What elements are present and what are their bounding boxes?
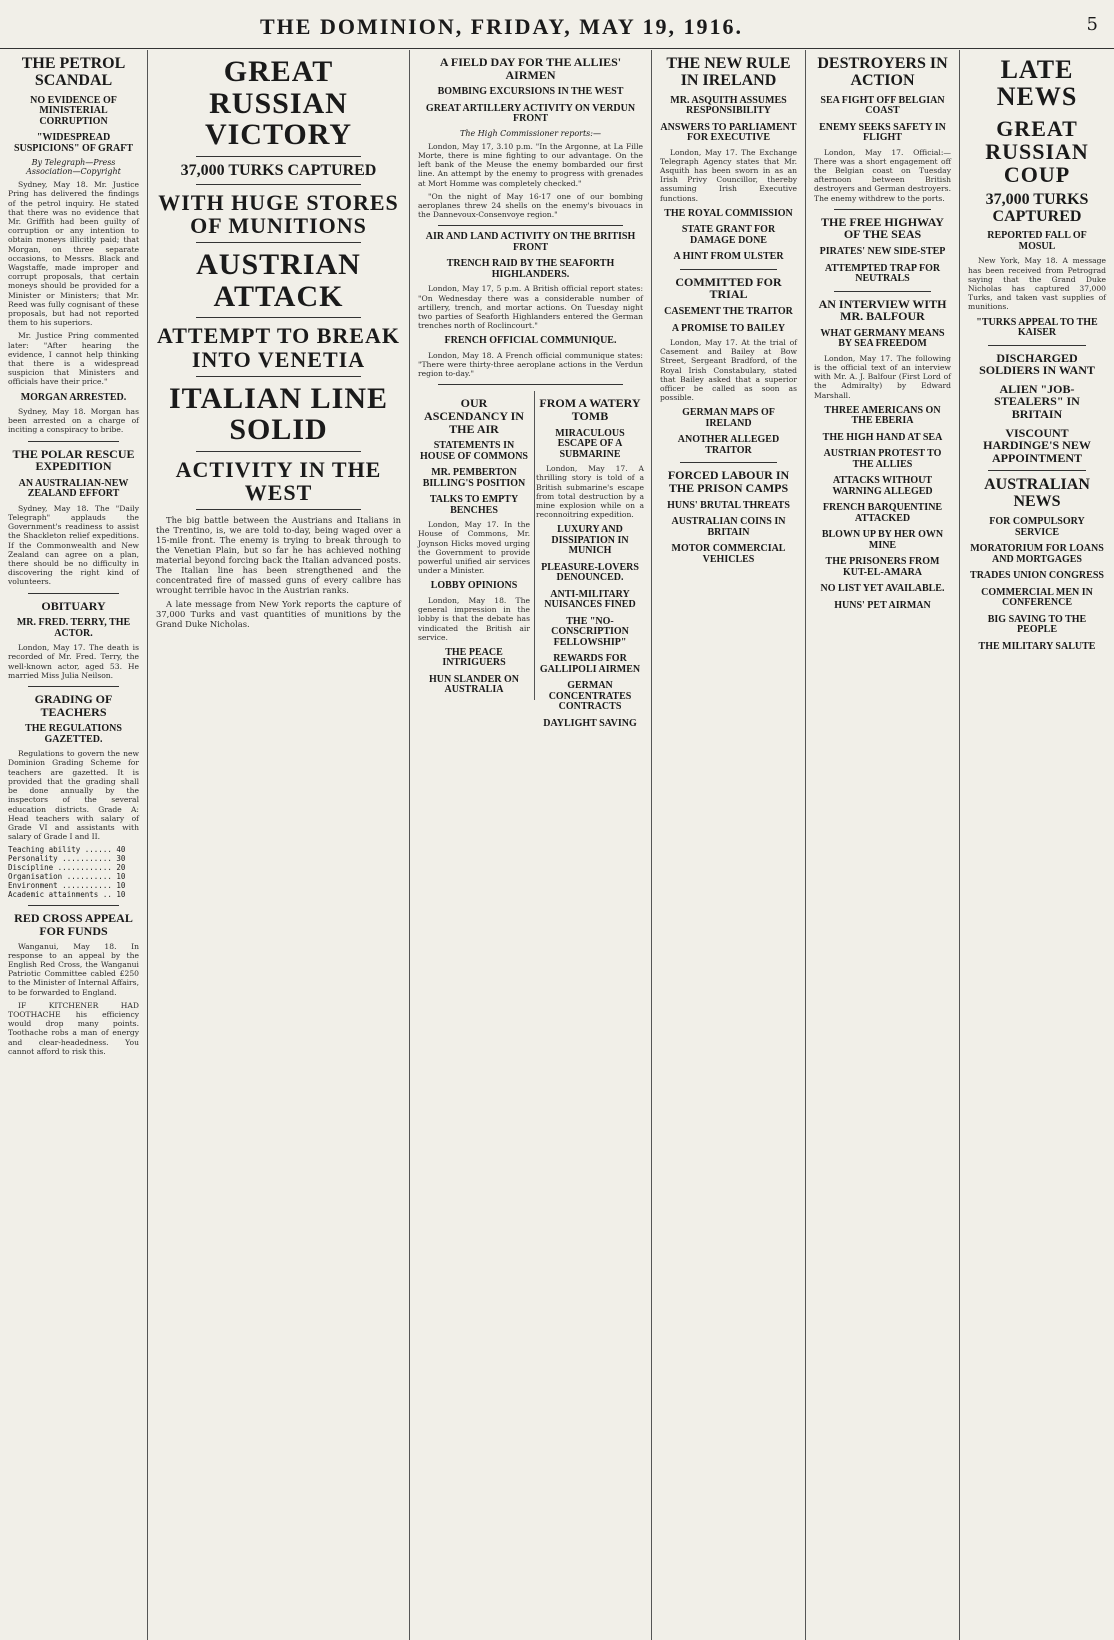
subhead: GERMAN MAPS OF IRELAND (682, 407, 775, 429)
subhead: STATE GRANT FOR DAMAGE DONE (681, 224, 776, 246)
subhead: MOTOR COMMERCIAL VEHICLES (671, 543, 786, 565)
subhead: REPORTED FALL OF MOSUL (987, 230, 1087, 252)
subhead: ATTEMPTED TRAP FOR NEUTRALS (824, 262, 941, 284)
column-5 (806, 50, 960, 1640)
subhead: BIG SAVING TO THE PEOPLE (987, 613, 1087, 636)
subhead: LUXURY AND DISSIPATION IN MUNICH (551, 524, 629, 557)
headline: A FIELD DAY FOR THE ALLIES' AIRMEN (439, 55, 622, 82)
subhead: THE PEACE INTRIGUERS (442, 646, 506, 669)
headline-italian-line-solid: ITALIAN LINE SOLID (169, 381, 388, 447)
headline: THE FREE HIGHWAY OF THE SEAS (821, 214, 944, 242)
column-3b (536, 391, 644, 733)
subhead: COMMERCIAL MEN IN CONFERENCE (981, 586, 1093, 609)
column-6 (960, 50, 1114, 1640)
subhead: MR. ASQUITH ASSUMES RESPONSIBILITY (670, 94, 787, 117)
subhead: THE "NO-CONSCRIPTION FELLOWSHIP" (551, 615, 629, 648)
grading-table: Teaching ability ...... 40 Personality ........... 30 Discipline ............ 20 Organisation .......... 10 Environment ........... 10 Academic attainments .. 10 (8, 845, 126, 900)
headline: VISCOUNT HARDINGE'S NEW APPOINTMENT (983, 425, 1091, 465)
subhead: TRENCH RAID BY THE SEAFORTH HIGHLANDERS. (446, 258, 615, 280)
headline: ALIEN "JOB-STEALERS" IN BRITAIN (994, 381, 1080, 422)
subhead: TALKS TO EMPTY BENCHES (429, 494, 519, 516)
subhead: WITH HUGE STORES OF MUNITIONS (158, 190, 399, 239)
subhead: GREAT ARTILLERY ACTIVITY ON VERDUN FRONT (425, 102, 636, 125)
masthead-title: THE DOMINION, FRIDAY, MAY 19, 1916. (260, 14, 743, 39)
subhead: ACTIVITY IN THE WEST (175, 456, 382, 505)
paragraph: London, May 17. The Exchange Telegraph Agency states that Mr. Asquith has been sworn in as an Irish Privy Councillor, thereby assuming Irish Executive functions. (660, 147, 797, 203)
subhead: PIRATES' NEW SIDE-STEP (819, 246, 946, 257)
paragraph: Sydney, May 18. Morgan has been arrested on a charge of inciting a conspiracy to bribe. (8, 407, 139, 435)
headline-great-russian-victory: GREAT RUSSIAN VICTORY (204, 55, 353, 151)
subhead: 37,000 TURKS CAPTURED (985, 190, 1089, 225)
column-3a (418, 391, 535, 700)
paragraph: London, May 17. A thrilling story is told of a British submarine's escape from total destruction by a mine explosion while on a reconnoitring expedition. (536, 464, 644, 520)
paragraph: London, May 17, 5 p.m. A British official report states: "On Wednesday there was a considerable number of artillery, trench, and mortar actions. On Tuesday night two parties of Seaforth Highlanders entered the German trenches north of Roclincourt." (418, 284, 643, 331)
subhead: FOR COMPULSORY SERVICE (989, 516, 1085, 538)
headline: RED CROSS APPEAL FOR FUNDS (14, 911, 133, 938)
headline: GREAT RUSSIAN COUP (985, 115, 1089, 187)
paragraph: "On the night of May 16-17 one of our bombing aeroplanes threw 24 shells on the enemy's bivouacs in the Dannevoux-Consenvoye region." (418, 191, 643, 220)
column-2 (148, 50, 410, 1640)
headline: GRADING OF TEACHERS (34, 692, 113, 719)
subhead: "TURKS APPEAL TO THE KAISER (976, 316, 1098, 339)
paragraph: Wanganui, May 18. In response to an appeal by the English Red Cross, the Wanganui Patriotic Committee cabled £250 to the Minister of Internal Affairs, to be forwarded to England. (8, 941, 139, 997)
headline: DESTROYERS IN ACTION (817, 55, 948, 89)
subhead: DAYLIGHT SAVING (543, 717, 637, 729)
subhead: THE ROYAL COMMISSION (664, 207, 793, 219)
subhead: MORATORIUM FOR LOANS AND MORTGAGES (970, 543, 1104, 565)
subhead: BLOWN UP BY HER OWN MINE (821, 529, 944, 551)
paragraph: London, May 17. In the House of Commons, Mr. Joynson Hicks moved urging the Government to provide powerful unified air services under a Minister. (418, 520, 530, 576)
column-3 (410, 50, 652, 1640)
paragraph: London, May 18. A French official communique states: "There were thirty-three aeroplane actions in the Verdun region to-day." (418, 350, 643, 379)
advertisement: IF KITCHENER HAD TOOTHACHE his efficiency would drop many points. Toothache robs a man of energy and clear-headedness. You cannot afford to risk this. (8, 1000, 139, 1056)
subhead: "WIDESPREAD SUSPICIONS" OF GRAFT (13, 132, 134, 154)
subhead: LOBBY OPINIONS (430, 580, 518, 592)
paragraph: Regulations to govern the new Dominion Grading Scheme for teachers are gazetted. It is provided that the grading shall be done annually by the inspectors of the several education districts. Grade A: Head teachers with salary of Grade VI and assistants with salary of Grade I and II. (8, 749, 139, 842)
headline: THE NEW RULE IN IRELAND (666, 55, 791, 89)
headline-petrol-scandal: THE PETROL SCANDAL (21, 55, 126, 89)
subhead: THE REGULATIONS GAZETTED. (25, 723, 122, 745)
paragraph: London, May 17, 3.10 p.m. "In the Argonne, at La Fille Morte, there is mine fighting to our advantage. On the left bank of the Meuse the enemy bombarded our first line. An attempt by the enemy to progress with grenades at Mort Homme was completely checked." (418, 141, 643, 188)
subhead: AUSTRIAN PROTEST TO THE ALLIES (823, 448, 942, 470)
subhead: THE HIGH HAND AT SEA (822, 431, 943, 443)
subhead: WHAT GERMANY MEANS BY SEA FREEDOM (820, 327, 945, 350)
subhead: FRENCH OFFICIAL COMMUNIQUE. (444, 335, 617, 347)
subhead: ANTI-MILITARY NUISANCES FINED (544, 588, 636, 611)
split-columns (418, 391, 643, 1491)
headline-austrian-attack: AUSTRIAN ATTACK (196, 248, 361, 313)
headline: THE POLAR RESCUE EXPEDITION (12, 446, 135, 474)
paragraph: New York, May 18. A message has been received from Petrograd saying that the Grand Duke Nicholas has captured 37,000 Turks, and taken vast supplies of munitions. (968, 256, 1106, 312)
subhead: A PROMISE TO BAILEY (671, 322, 786, 334)
headline: OUR ASCENDANCY IN THE AIR (424, 396, 524, 436)
subhead: SEA FIGHT OFF BELGIAN COAST (820, 94, 945, 117)
subhead: ANSWERS TO PARLIAMENT FOR EXECUTIVE (660, 121, 797, 144)
byline: By Telegraph—Press Association—Copyright (26, 158, 121, 177)
paragraph: London, May 17. The following is the official text of an interview with Mr. A. J. Balfour (First Lord of the Admiralty) by Edward Marshall. (814, 353, 951, 400)
subhead: MR. PEMBERTON BILLING'S POSITION (422, 467, 526, 489)
subhead: MR. FRED. TERRY, THE ACTOR. (16, 617, 131, 639)
paragraph: London, May 18. The general impression in the lobby is that the debate has vindicated the British air service. (418, 595, 530, 642)
subhead: NO LIST YET AVAILABLE. (820, 583, 945, 595)
page-number: 5 (1086, 14, 1098, 35)
headline: AN INTERVIEW WITH MR. BALFOUR (818, 296, 947, 324)
masthead (0, 0, 1114, 49)
column-1 (0, 50, 148, 1640)
subhead: HUNS' PET AIRMAN (834, 599, 931, 611)
subhead: THE PRISONERS FROM KUT-EL-AMARA (825, 556, 940, 578)
subhead: PLEASURE-LOVERS DENOUNCED. (541, 561, 639, 584)
subhead: ANOTHER ALLEGED TRAITOR (677, 434, 780, 456)
headline: COMMITTED FOR TRIAL (675, 274, 782, 302)
article-body: Sydney, May 18. Mr. Justice Pring has delivered the findings of the petrol inquiry. He stated that there was no evidence that Mr. Griffith had been guilty of corruption or any intention to obtain moneys illicitly paid; that Morgan, on three separate occasions, to Messrs. Black and Wagstaffe, made improper and corrupt proposals, that certain moneys should be provided for a Minister or Ministers; that Mr. Reed was fully cognisant of these proposals, but had not reported them to his superiors. Mr. Justice Pring commented later: "After hearing the evidence, I cannot help thinking that there is a widespread suspicion that Ministers and officials have their price." (8, 180, 139, 387)
headline: AIR AND LAND ACTIVITY ON THE BRITISH FRONT (425, 231, 636, 253)
subhead: 37,000 TURKS CAPTURED (180, 161, 377, 179)
subhead: MIRACULOUS ESCAPE OF A SUBMARINE (555, 427, 625, 460)
paragraph: London, May 17. The death is recorded of Mr. Fred. Terry, the well-known actor, aged 53. He married Miss Julia Neilson. (8, 643, 139, 680)
headline: DISCHARGED SOLDIERS IN WANT (979, 350, 1095, 378)
subhead: AN AUSTRALIAN-NEW ZEALAND EFFORT (18, 477, 129, 500)
headline: FROM A WATERY TOMB (539, 396, 641, 424)
headline-late-news: LATE NEWS (996, 55, 1078, 112)
paragraph: London, May 17. Official:—There was a short engagement off the Belgian coast on Tuesday afternoon between British destroyers and German destroyers. The enemy withdrew to the ports. (814, 147, 951, 203)
subhead: ENEMY SEEKS SAFETY IN FLIGHT (819, 121, 946, 144)
subhead: THREE AMERICANS ON THE EBERIA (824, 404, 941, 427)
subhead: ATTACKS WITHOUT WARNING ALLEGED (832, 475, 933, 497)
subhead: AUSTRALIAN COINS IN BRITAIN (671, 516, 786, 538)
column-4 (652, 50, 806, 1640)
subhead: THE MILITARY SALUTE (978, 640, 1096, 652)
subhead: REWARDS FOR GALLIPOLI AIRMEN (539, 653, 641, 675)
subhead: TRADES UNION CONGRESS (970, 570, 1104, 582)
subhead: BOMBING EXCURSIONS IN THE WEST (437, 86, 624, 98)
subhead: HUNS' BRUTAL THREATS (667, 499, 790, 511)
subhead: CASEMENT THE TRAITOR (664, 306, 793, 317)
byline: The High Commissioner reports:— (460, 128, 601, 138)
subhead: GERMAN CONCENTRATES CONTRACTS (548, 680, 632, 713)
paragraph: London, May 17. At the trial of Casement and Bailey at Bow Street, Sergeant Bradford, of the Royal Irish Constabulary, stated that Bailey asked that a superior officer be called as soon as possible. (660, 338, 797, 403)
subhead: NO EVIDENCE OF MINISTERIAL CORRUPTION (30, 94, 117, 127)
subhead: STATEMENTS IN HOUSE OF COMMONS (420, 440, 528, 462)
subhead: ATTEMPT TO BREAK INTO VENETIA (157, 323, 400, 372)
headline: OBITUARY (41, 598, 106, 613)
headline-australian-news: AUSTRALIAN NEWS (984, 476, 1090, 511)
subhead: HUN SLANDER ON AUSTRALIA (428, 673, 519, 696)
headline: FORCED LABOUR IN THE PRISON CAMPS (667, 468, 790, 496)
subhead: A HINT FROM ULSTER (673, 251, 784, 263)
summary-body: The big battle between the Austrians and Italians in the Trentino, is, we are told to-day, being waged over a 15-mile front. The enemy is trying to break through to the Venetian Plain, but so far he has achieved nothing material beyond forcing back the Italian advanced posts. The Italian line has been strengthened and the concentrated fire of massed guns of every calibre has wrought terrible havoc in the Austrian ranks. A late message from New York reports the capture of 37,000 Turks and vast quantities of munitions by the Grand Duke Nicholas. (156, 514, 401, 629)
subhead: MORGAN ARRESTED. (20, 391, 127, 403)
columns (0, 50, 1114, 1640)
paragraph: Sydney, May 18. The "Daily Telegraph" applauds the Government's readiness to assist the Shackleton relief expeditions. If the Commonwealth and New Zealand can agree on a plan, there should be no difficulty in discovering the right kind of volunteers. (8, 503, 139, 587)
subhead: FRENCH BARQUENTINE ATTACKED (822, 502, 943, 524)
